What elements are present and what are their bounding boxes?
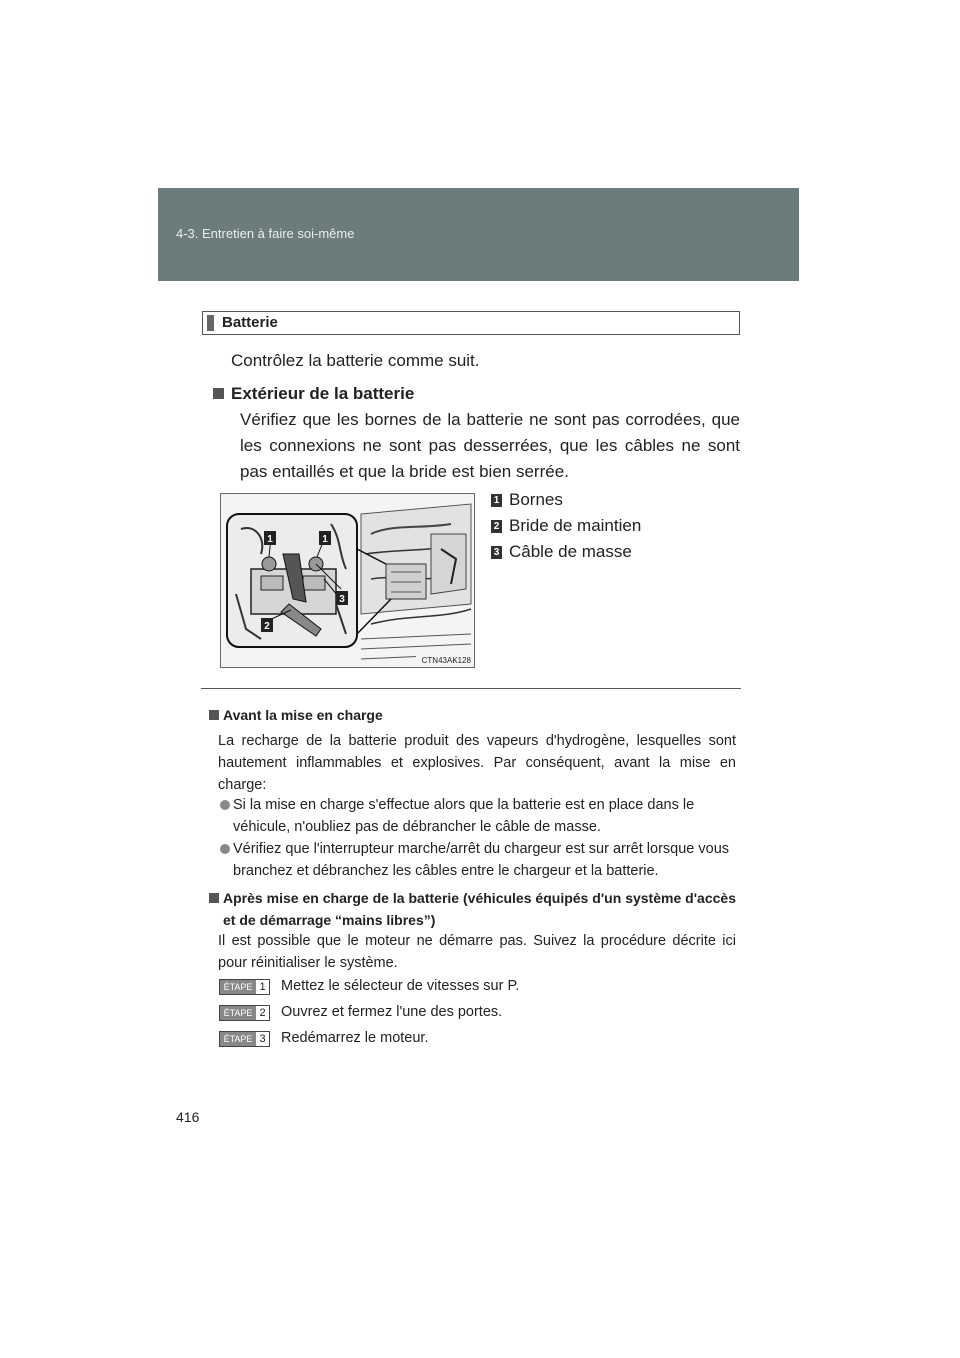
exterior-heading: Extérieur de la batterie [213, 384, 414, 404]
before-charge-heading: Avant la mise en charge [209, 707, 383, 723]
step-text: Ouvrez et fermez l'une des portes. [281, 1004, 503, 1020]
legend-label: Câble de masse [509, 542, 632, 561]
legend-number: 2 [491, 520, 502, 533]
callout-2: 2 [264, 621, 270, 632]
section-marker [207, 315, 214, 331]
step-badge: ÉTAPE 3 [219, 1031, 270, 1047]
callout-3: 3 [339, 594, 345, 605]
divider [201, 688, 741, 689]
callout-1a: 1 [267, 534, 273, 545]
after-charge-heading: Après mise en charge de la batterie (véhicules équipés d'un système d'accès et de démarrage “mains libres”) [209, 887, 736, 931]
chapter-title: 4-3. Entretien à faire soi-même [176, 226, 355, 241]
before-charge-body: La recharge de la batterie produit des vapeurs d'hydrogène, lesquelles sont hautement inflammables et explosives. Par conséquent, avant la mise en charge: [218, 733, 736, 793]
circle-bullet-icon [220, 844, 230, 854]
square-bullet-icon [209, 893, 219, 903]
after-charge-body: Il est possible que le moteur ne démarre pas. Suivez la procédure décrite ici pour réinitialiser le système. [218, 933, 736, 971]
step-text: Redémarrez le moteur. [281, 1030, 429, 1046]
legend-label: Bride de maintien [509, 516, 642, 535]
intro-text: Contrôlez la batterie comme suit. [231, 351, 480, 370]
page-number: 416 [176, 1109, 200, 1125]
square-bullet-icon [209, 710, 219, 720]
square-bullet-icon [213, 388, 224, 399]
bullet-item: Si la mise en charge s'effectue alors que la batterie est en place dans le véhicule, n'oubliez pas de débrancher le câble de masse. [220, 794, 736, 838]
circle-bullet-icon [220, 800, 230, 810]
step-badge: ÉTAPE 2 [219, 1005, 270, 1021]
battery-photo-svg [221, 494, 474, 667]
battery-illustration [220, 493, 475, 668]
callout-1b: 1 [322, 534, 328, 545]
legend-label: Bornes [509, 490, 563, 509]
figure-code: CTN43AK128 [421, 656, 471, 665]
exterior-body: Vérifiez que les bornes de la batterie ne sont pas corrodées, que les connexions ne sont pas desserrées, que les câbles ne sont pas entaillés et que la bride est bien serrée. [240, 410, 740, 481]
legend-number: 1 [491, 494, 502, 507]
section-heading-box [202, 311, 740, 335]
section-title: Batterie [222, 314, 278, 331]
bullet-item: Vérifiez que l'interrupteur marche/arrêt du chargeur est sur arrêt lorsque vous branchez et débranchez les câbles entre le chargeur et la batterie. [220, 838, 736, 882]
step-text: Mettez le sélecteur de vitesses sur P. [281, 978, 520, 994]
legend-number: 3 [491, 546, 502, 559]
step-badge: ÉTAPE 1 [219, 979, 270, 995]
